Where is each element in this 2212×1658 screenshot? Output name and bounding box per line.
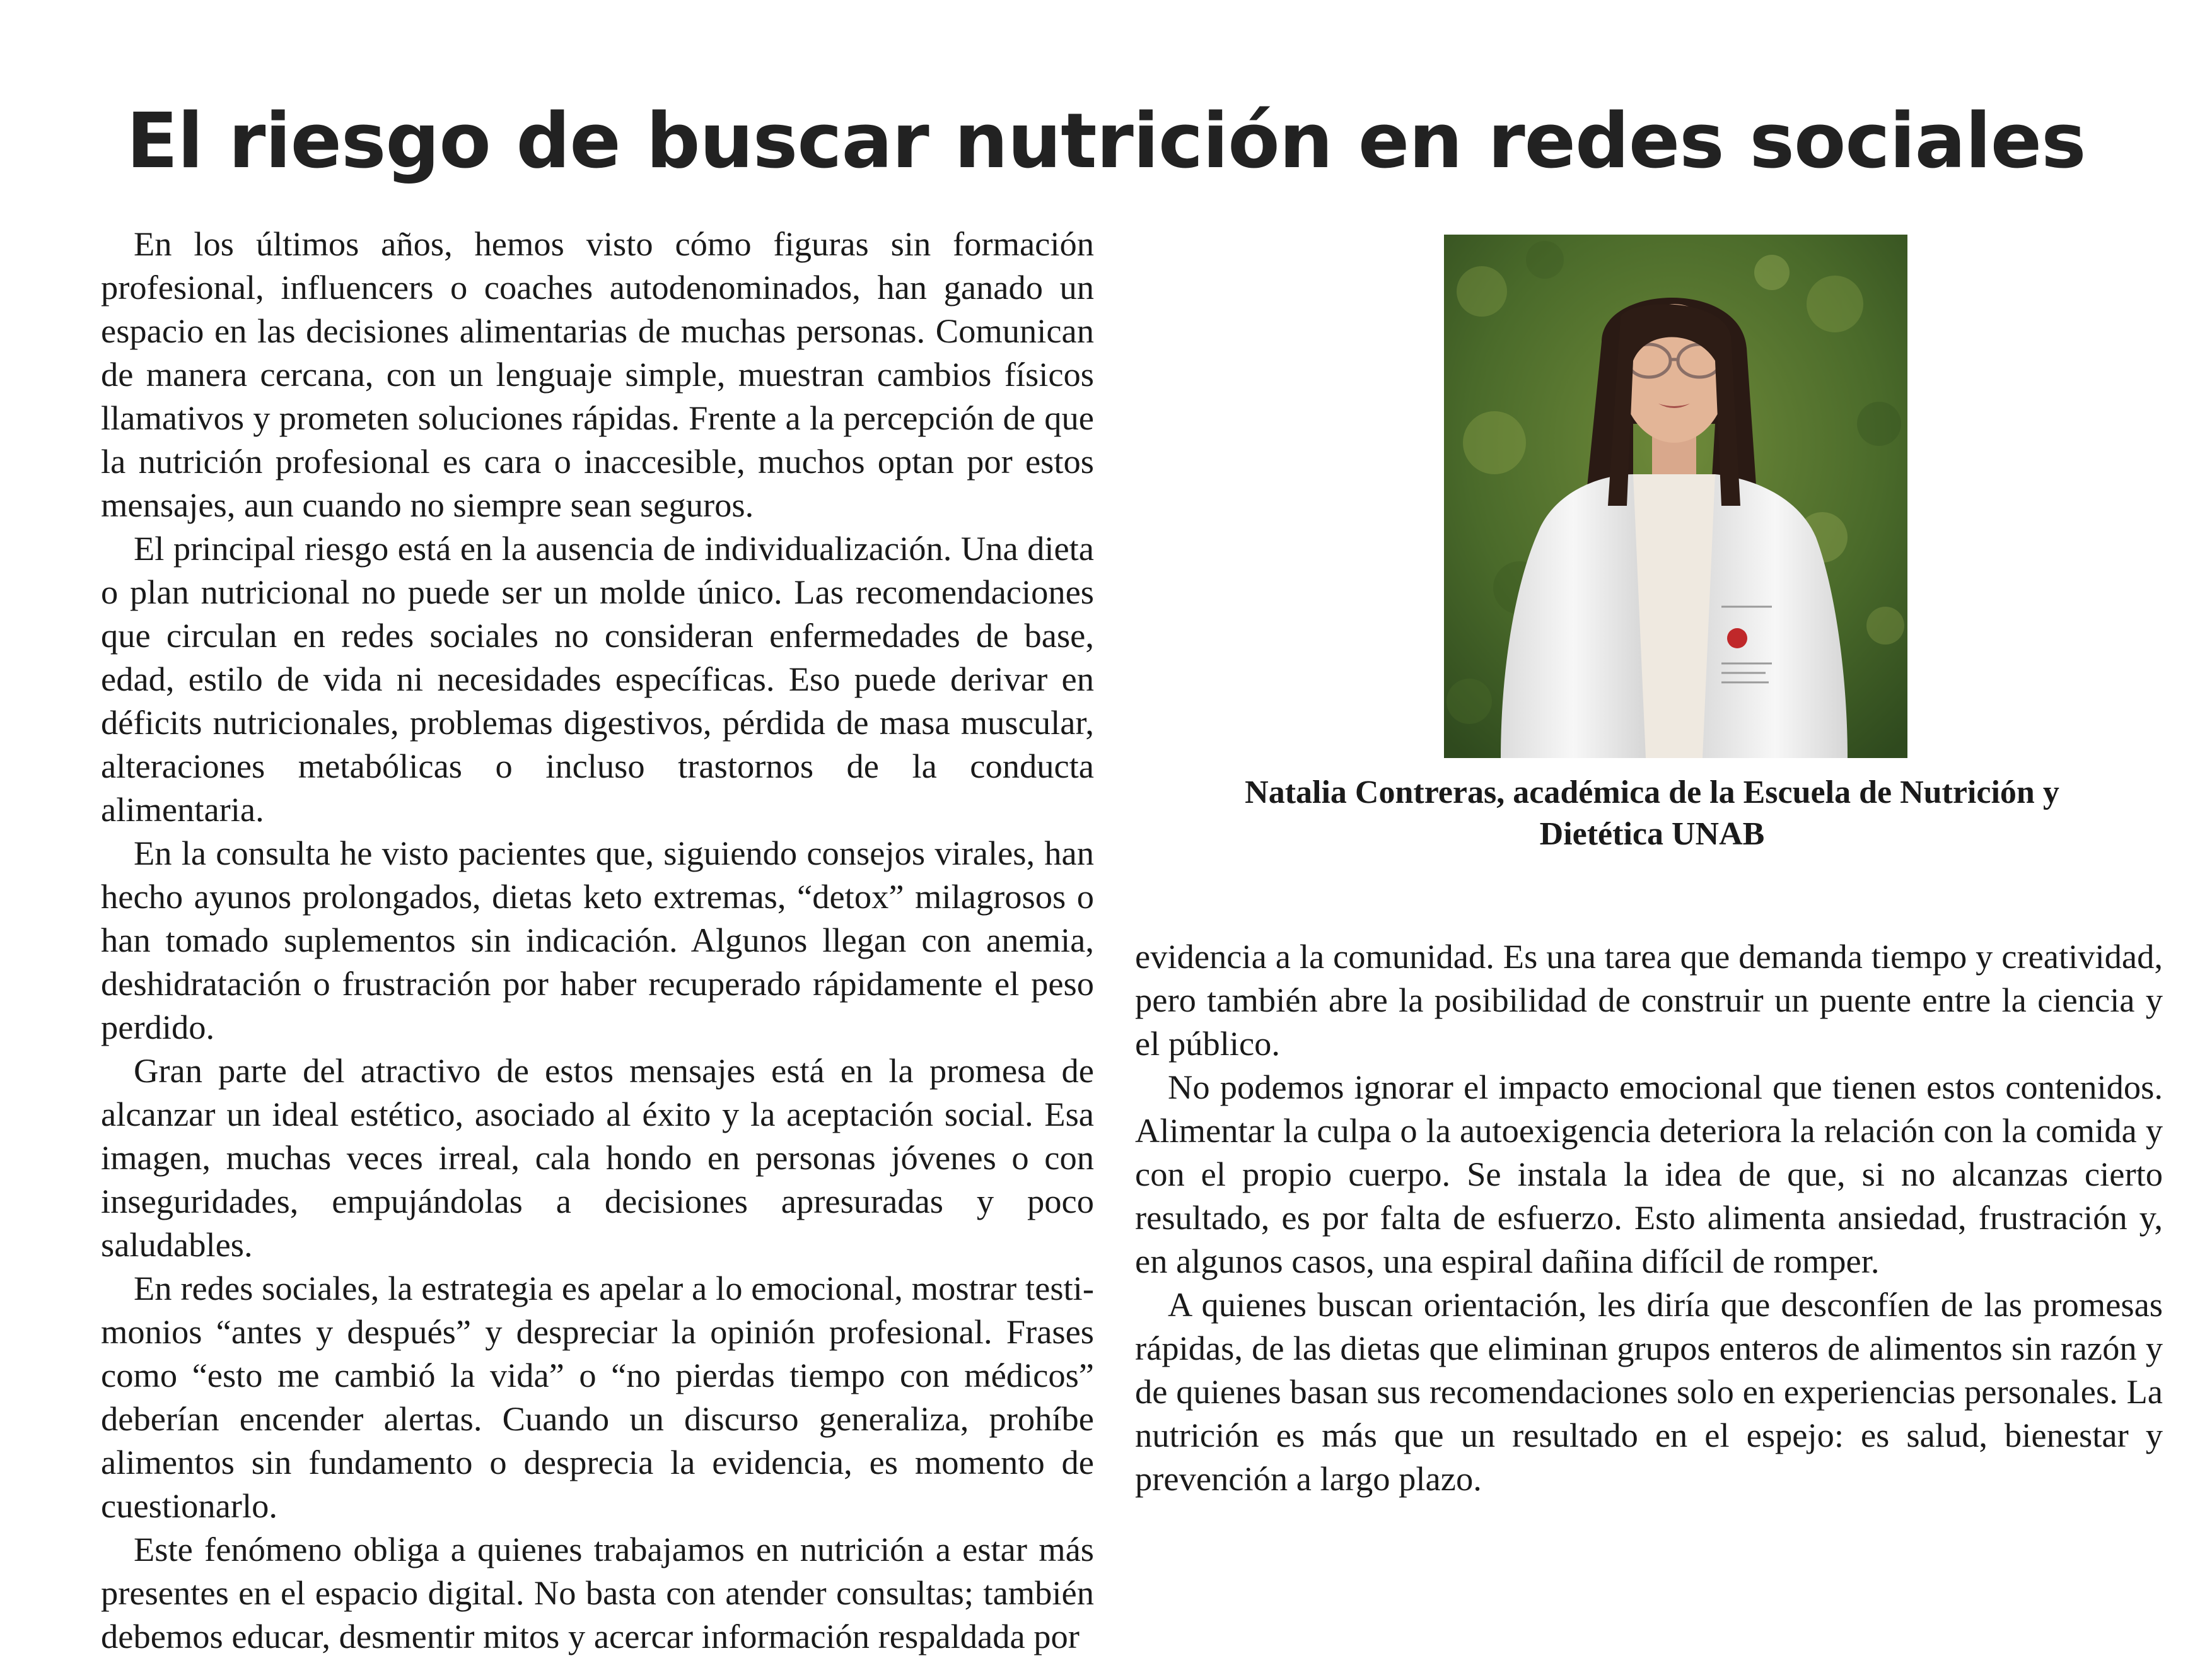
article-column-left bbox=[101, 222, 1094, 1658]
article-paragraph: El principal riesgo está en la ausencia de individualización. Una dieta o plan nutricional no puede ser un molde único. Las recomendaciones que circulan en redes sociales no consideran enfermedades de base, edad, estilo de vida ni necesidades específicas. Eso puede derivar en déficits nutricionales, problemas digestivos, pérdida de masa muscular, alteraciones metabólicas o incluso trastornos de la conducta alimentaria. bbox=[101, 529, 1094, 829]
article-paragraph: En redes sociales, la estrategia es apelar a lo emocional, mostrar testimonios “antes y después” y despreciar la opinión profesional. Frases como “esto me cambió la vida” o “no pierdas tiempo con médicos” deberían encender alertas. Cuando un discurso generaliza, prohíbe alimentos sin fundamento o desprecia la evidencia, es momento de cuestionarlo. bbox=[101, 1269, 1094, 1525]
article-title: El riesgo de buscar nutrición en redes sociales bbox=[126, 98, 2086, 185]
article-paragraph: En la consulta he visto pacientes que, siguiendo consejos virales, han hecho ayunos prolongados, dietas keto extremas, “detox” milagrosos o han tomado suplementos sin indicación. Algunos llegan con anemia, deshidratación o frustración por haber recuperado rápidamente el peso perdido. bbox=[101, 834, 1094, 1046]
article-paragraph: Gran parte del atractivo de estos mensajes está en la promesa de alcanzar un ideal estético, asociado al éxito y la aceptación social. Esa imagen, muchas veces irreal, cala hondo en personas jóvenes o con inseguridades, empujándolas a decisiones apresuradas y poco saludables. bbox=[101, 1051, 1094, 1264]
article-column-right bbox=[1135, 935, 2163, 1500]
article-paragraph: Este fenómeno obliga a quienes trabajamos en nutrición a estar más presentes en el espacio digital. No basta con atender consultas; también debemos educar, desmentir mitos y acercar información respaldada por bbox=[101, 1530, 1094, 1655]
article-paragraph: En los últimos años, hemos visto cómo figuras sin formación profesional, influencers o coaches autodenominados, han ganado un espacio en las decisiones alimentarias de muchas personas. Comunican de manera cercana, con un lenguaje simple, muestran cambios físicos llamativos y prometen soluciones rápidas. Frente a la percepción de que la nutrición profesional es cara o inaccesible, muchos optan por estos mensajes, aun cuando no siempre sean seguros. bbox=[101, 225, 1094, 524]
article-paragraph: A quienes buscan orientación, les diría que desconfíen de las promesas rápidas, de las dietas que eliminan grupos enteros de alimentos sin razón y de quienes basan sus recomendaciones solo en experiencias personales. La nutrición es más que un resultado en el espejo: es salud, bienestar y prevención a largo plazo. bbox=[1135, 1285, 2163, 1498]
article-paragraph: No podemos ignorar el impacto emocional que tienen estos contenidos. Alimentar la culpa o la autoexigencia deteriora la relación con la comida y con el propio cuerpo. Se instala la idea de que, si no alcanzas cierto resultado, es por falta de esfuerzo. Esto alimenta ansiedad, frustración y, en algunos casos, una espiral dañina difícil de romper. bbox=[1135, 1068, 2163, 1280]
photo-caption: Natalia Contreras, académica de la Escuela de Nutrición y Dietética UNAB bbox=[1245, 774, 2059, 852]
author-photo bbox=[1444, 235, 1907, 758]
portrait-illustration bbox=[1444, 235, 1907, 758]
article-paragraph: evidencia a la comunidad. Es una tarea que demanda tiempo y creatividad, pero también abre la posibilidad de construir un puente entre la ciencia y el público. bbox=[1135, 937, 2163, 1063]
